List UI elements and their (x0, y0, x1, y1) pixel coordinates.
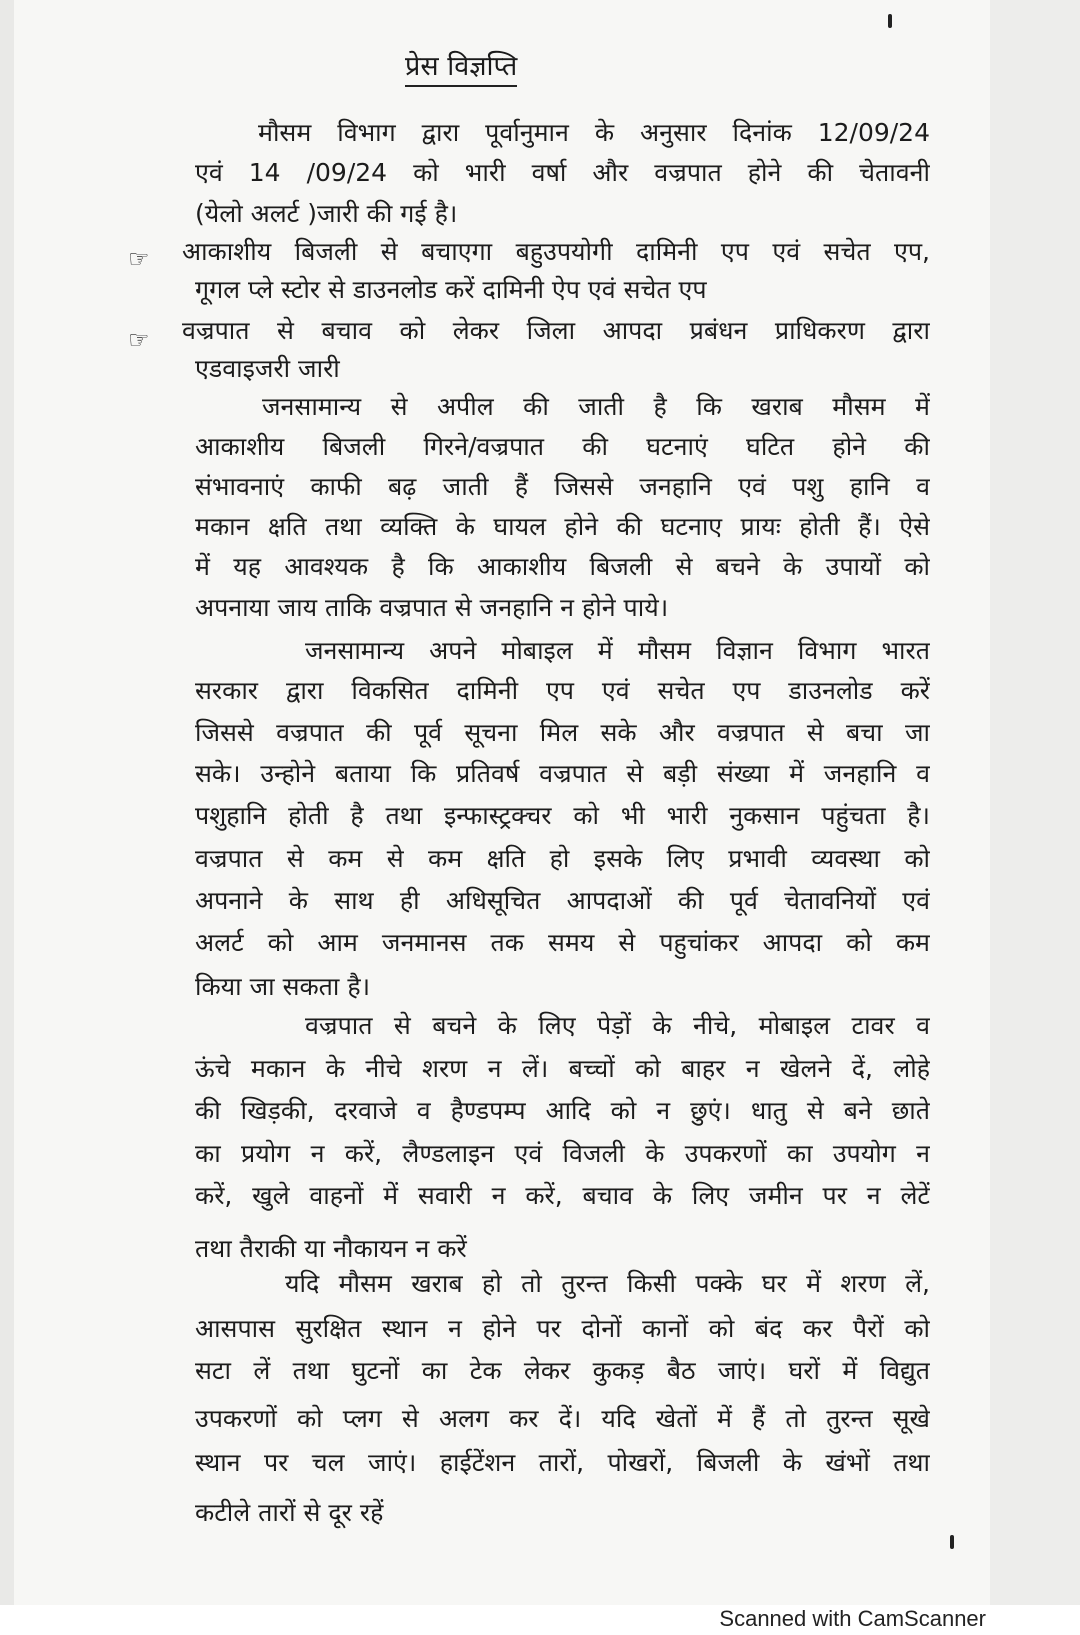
text-line: (येलो अलर्ट )जारी की गई है। (195, 199, 458, 228)
text-line: एडवाइजरी जारी (195, 354, 340, 383)
text-line: जनसामान्य अपने मोबाइल में मौसम विज्ञान विभाग भारत (305, 636, 930, 665)
text-line: संभावनाएं काफी बढ़ जाती हैं जिससे जनहानि एवं पशु हानि व (195, 472, 930, 501)
text-line: उपकरणों को प्लग से अलग कर दें। यदि खेतों में हैं तो तुरन्त सूखे (195, 1404, 930, 1433)
scan-speck (888, 14, 892, 28)
text-line: यदि मौसम खराब हो तो तुरन्त किसी पक्के घर में शरण लें, (285, 1269, 930, 1298)
text-line: जनसामान्य से अपील की जाती है कि खराब मौसम में (262, 392, 930, 421)
text-line: आकाशीय बिजली गिरने/वज्रपात की घटनाएं घटित होने की (195, 432, 930, 461)
scan-speck (950, 1535, 954, 1549)
text-line: आसपास सुरक्षित स्थान न होने पर दोनों कानों को बंद कर पैरों को (195, 1314, 930, 1343)
text-line: स्थान पर चल जाएं। हाईटेंशन तारों, पोखरों, बिजली के खंभों तथा (195, 1448, 930, 1477)
text-line: एवं 14 /09/24 को भारी वर्षा और वज्रपात होने की चेतावनी (195, 158, 930, 187)
text-line: की खिड़की, दरवाजे व हैण्डपम्प आदि को न छुएं। धातु से बने छाते (195, 1096, 930, 1125)
text-line: मौसम विभाग द्वारा पूर्वानुमान के अनुसार दिनांक 12/09/24 (258, 118, 930, 147)
text-line: सरकार द्वारा विकसित दामिनी एप एवं सचेत एप डाउनलोड करें (195, 676, 930, 705)
text-line: किया जा सकता है। (195, 972, 371, 1001)
text-line: वज्रपात से बचने के लिए पेड़ों के नीचे, मोबाइल टावर व (305, 1011, 930, 1040)
pointing-hand-icon: ☞ (128, 326, 150, 354)
camscanner-watermark: Scanned with CamScanner (719, 1606, 986, 1631)
text-line: गूगल प्ले स्टोर से डाउनलोड करें दामिनी ऐप एवं सचेत एप (195, 275, 707, 304)
text-line: अपनाने के साथ ही अधिसूचित आपदाओं की पूर्व चेतावनियों एवं (195, 886, 930, 915)
text-line: वज्रपात से बचाव को लेकर जिला आपदा प्रबंधन प्राधिकरण द्वारा (182, 316, 930, 345)
document-title: प्रेस विज्ञप्ति (405, 46, 517, 87)
pointing-hand-icon: ☞ (128, 245, 150, 273)
text-line: वज्रपात से कम से कम क्षति हो इसके लिए प्रभावी व्यवस्था को (195, 844, 930, 873)
text-line: सटा लें तथा घुटनों का टेक लेकर कुकड़ बैठ जाएं। घरों में विद्युत (195, 1356, 930, 1385)
text-line: पशुहानि होती है तथा इन्फास्ट्रक्चर को भी भारी नुकसान पहुंचता है। (195, 801, 930, 830)
text-line: जिससे वज्रपात की पूर्व सूचना मिल सके और वज्रपात से बचा जा (195, 718, 930, 747)
text-line: कटीले तारों से दूर रहें (195, 1498, 384, 1527)
text-line: करें, खुले वाहनों में सवारी न करें, बचाव के लिए जमीन पर न लेटें (195, 1181, 930, 1210)
scan-edge-left (0, 0, 14, 1605)
scan-edge-right (990, 0, 1080, 1605)
text-line: अपनाया जाय ताकि वज्रपात से जनहानि न होने पाये। (195, 593, 669, 622)
text-line: तथा तैराकी या नौकायन न करें (195, 1234, 467, 1263)
text-line: में यह आवश्यक है कि आकाशीय बिजली से बचने के उपायों को (195, 552, 930, 581)
text-line: अलर्ट को आम जनमानस तक समय से पहुचांकर आपदा को कम (195, 928, 930, 957)
text-line: आकाशीय बिजली से बचाएगा बहुउपयोगी दामिनी एप एवं सचेत एप, (182, 237, 930, 266)
text-line: मकान क्षति तथा व्यक्ति के घायल होने की घटनाए प्रायः होती हैं। ऐसे (195, 512, 930, 541)
text-line: ऊंचे मकान के नीचे शरण न लें। बच्चों को बाहर न खेलने दें, लोहे (195, 1054, 930, 1083)
text-line: सके। उन्होने बताया कि प्रतिवर्ष वज्रपात से बड़ी संख्या में जनहानि व (195, 759, 930, 788)
text-line: का प्रयोग न करें, लैण्डलाइन एवं विजली के उपकरणों का उपयोग न (195, 1139, 930, 1168)
